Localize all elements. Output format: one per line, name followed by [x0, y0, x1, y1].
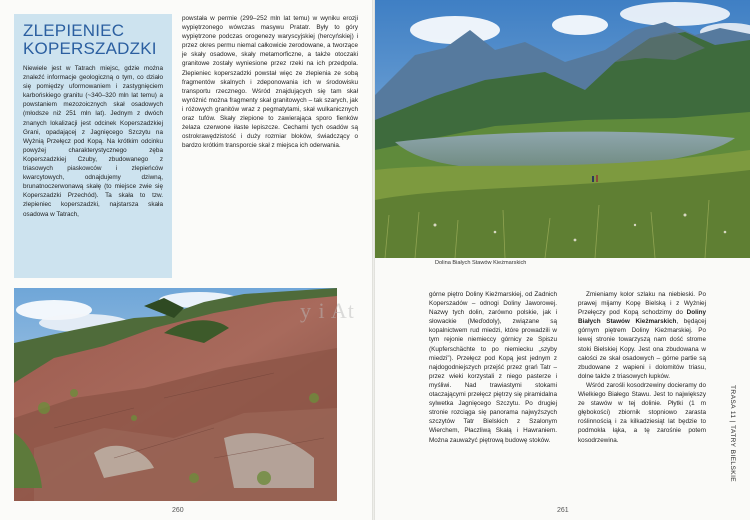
lake-photo-illustration: [375, 0, 750, 258]
p1-before-text: Zmieniamy kolor szlaku na niebieski. Po prawej mijamy Kopę Bielską i z Wyżniej Przełęczy pod Kopą schodzimy do: [578, 291, 706, 317]
p1-after-text: , będącej górnym piętrem Doliny Kieżmarskiej. Po lewej stronie towarzyszą nam dość strome stoki Bielskiej Kopy. Jest ona zbudowana w całości ze skał osadowych – górne partie są zbudowane z wapieni i dolomitów triasu, dolne także z triasowych łupków.: [578, 318, 707, 380]
sidebar-body: Niewiele jest w Tatrach miejsc, gdzie można znaleźć informacje geologiczną o tym, co działo się pomiędzy uformowaniem i zastygnięciem karbońskiego granitu (~340–320 mln lat temu) a powstaniem mezozoicznych skał osadowych (młodsze niż 251 mln lat). Jednym z dwóch znanych lokalizacji jest odcinek Koperszadzkiej Grani, opadającej z Jagnięcego Szczytu na Wyżnią Przełęcz pod Kopą. Na krótkim odcinku powyżej charakterystycznego zęba Koperszadzkiej Czuby, zbudowanego z triasowych piaskowców i zlepieńców kwarcytowych, odnajdujemy dziwną, brunatnoczerwonawą skałę (to miejsce zwie się Koperszadzki Przechód). Ta skała to tzw. zlepieniec koperszadzki, najstarsza skała osadowa w Tatrach,: [23, 65, 163, 218]
paragraph-1: [578, 290, 706, 381]
side-tab-label: TRASA 11 | TATRY BIELSKIE: [729, 385, 736, 483]
rock-photo: [14, 288, 337, 501]
right-column-1-text: górne piętro Doliny Kieżmarskiej, od Zadnich Koperszadów – odnogi Doliny Jaworowej. Nazwy tych dolin, zarówno polskie, jak i słowackie (Meďodoly), związane są kopalnictwem rud miedzi, które prowadzili w tym rejonie niemieccy górnicy ze Spiszu (Kupferschächte to po niemiecku „szyby miedzi”). Przełęcz pod Kopą jest jednym z najdogodniejszych przejść przez grań Tatr – przez wieki korzystali z niego pasterze i myśliwi. Nad trawiastymi stokami otaczającymi przełęcz piętrzy się piramidalna sylwetka Jagnięcego Szczytu. Po drugiej stronie rozciąga się panorama najwyższych szczytów Tatr Bielskich z Szalonym Wierchem, Płaczliwą Skałą i Hawraniem. Można zauważyć piętrową budowę stoków.: [429, 291, 557, 444]
p1-bold-text: Doliny Białych Stawów Kieżmarskich: [578, 309, 706, 326]
watermark-text: y i At: [300, 298, 355, 323]
paragraph-2: Wśród zarośli kosodrzewiny docieramy do Wielkiego Białego Stawu. Jest to największy ze stawów w tej dolinie. Płytki (1 m głębokości) zbiornik stopniowo zarasta roślinnością i za kilkadziesiąt lat będzie to podmokła łąka, a tę zarośnie potem kosodrzewina.: [578, 381, 706, 444]
page-number-right: 261: [557, 507, 569, 514]
right-column-2: [578, 290, 706, 445]
page-number-left: 260: [172, 507, 184, 514]
left-page: [0, 0, 373, 520]
sidebar-box: [14, 14, 172, 278]
lake-photo: [375, 0, 750, 258]
sidebar-title: ZLEPIENIEC KOPERSZADZKI: [23, 21, 157, 58]
rock-photo-illustration: [14, 288, 337, 501]
middle-column-text: powstała w permie (299–252 mln lat temu) w wyniku erozji wypiętrzonego wówczas masywu Pratatr. Były to góry wypiętrzone podczas orogenezy waryscyjskiej (hercyńskiej) i przez okres permu niemal całkowicie zerodowane, a tworzące je skały osadowe, skały metamorficzne, a także otoczaki granitowe zostały wyniesione przez rzeki na ich przedpola. Zlepieniec koperszadzki powstał więc ze zlepienia ze sobą fragmentów skalnych i zdeponowania ich w środowisku transportu rzecznego. Wśród znajdujących się tam skał wyróżnić można fragmenty skał granitowych – tak szarych, jak i różowych granitów wraz z pegmatytami, skał wulkanicznych oraz tufów. Skały zlepione to zawierająca sporo fienków żelaza czerwone iłaste lepiszcze. Cechami tych osadów są ostrokrawędzistość i duży rozmiar bloków, świadczący o bardzo krótkim transporcie skał z miejsca ich oderwania.: [182, 15, 358, 150]
right-page: [375, 0, 750, 520]
photo-caption: Dolina Białych Stawów Kieżmarskich: [435, 260, 527, 266]
chapter-side-tab: [727, 385, 741, 483]
